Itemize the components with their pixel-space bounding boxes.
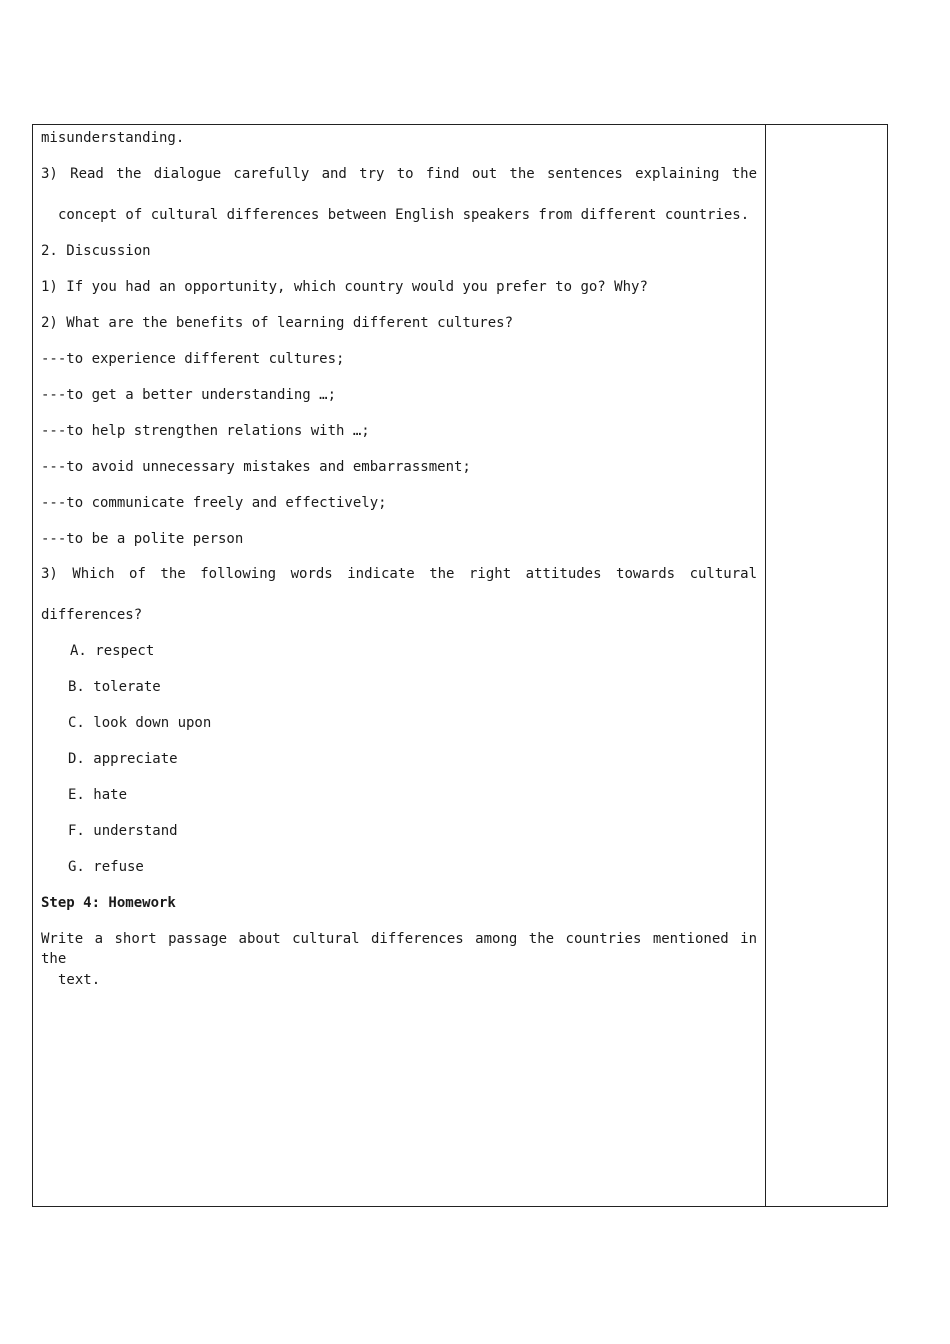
- question-3-reading: 3) Read the dialogue carefully and try to find out the sentences explaining the: [41, 166, 757, 182]
- option-e: E. hate: [68, 787, 128, 803]
- benefit-item: ---to help strengthen relations with …;: [41, 423, 370, 439]
- option-d: D. appreciate: [68, 751, 178, 767]
- discussion-question-1: 1) If you had an opportunity, which country would you prefer to go? Why?: [41, 279, 648, 295]
- text-line: misunderstanding.: [41, 130, 185, 146]
- option-c: C. look down upon: [68, 715, 212, 731]
- step-4-heading: Step 4: Homework: [41, 895, 176, 911]
- benefit-item: ---to experience different cultures;: [41, 351, 345, 367]
- question-3-reading-cont: concept of cultural differences between English speakers from different countries.: [58, 207, 750, 223]
- option-b: B. tolerate: [68, 679, 161, 695]
- homework-text: Write a short passage about cultural differences among the countries mentioned in the: [41, 931, 757, 967]
- discussion-question-3: 3) Which of the following words indicate the right attitudes towards cultural: [41, 566, 757, 582]
- benefit-item: ---to be a polite person: [41, 531, 244, 547]
- option-a: A. respect: [70, 643, 155, 659]
- option-g: G. refuse: [68, 859, 144, 875]
- benefit-item: ---to communicate freely and effectively;: [41, 495, 387, 511]
- column-divider: [765, 124, 766, 1207]
- discussion-question-3-cont: differences?: [41, 607, 143, 623]
- section-heading-discussion: 2. Discussion: [41, 243, 151, 259]
- discussion-question-2: 2) What are the benefits of learning different cultures?: [41, 315, 514, 331]
- option-f: F. understand: [68, 823, 178, 839]
- homework-text-cont: text.: [58, 972, 101, 988]
- benefit-item: ---to get a better understanding …;: [41, 387, 337, 403]
- benefit-item: ---to avoid unnecessary mistakes and embarrassment;: [41, 459, 471, 475]
